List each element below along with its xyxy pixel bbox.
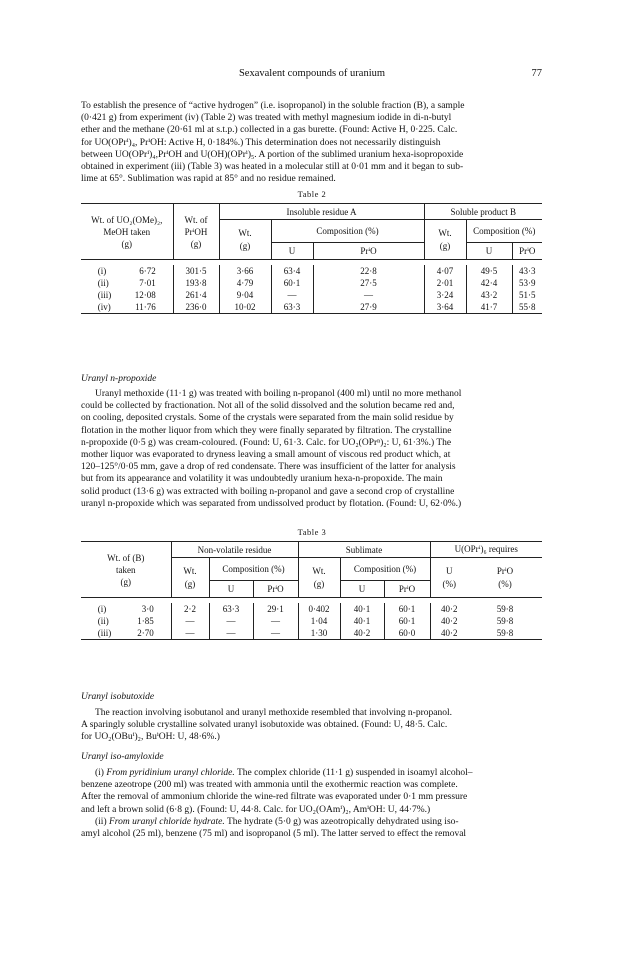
group-header-a: Non-volatile residue: [171, 542, 298, 558]
cell: 53·9: [512, 277, 542, 289]
cell: 1·04: [298, 615, 340, 627]
header-cell: [424, 220, 466, 260]
pro-header: PrⁱO: [313, 243, 424, 260]
pro-header: PrⁱO: [384, 581, 430, 598]
header-cell: [468, 558, 542, 598]
cell: 59·8: [496, 604, 514, 614]
cell: 55·8: [512, 301, 542, 314]
cell: 41·7: [466, 301, 512, 314]
cell: 40·2: [430, 603, 468, 615]
table-row: [81, 301, 542, 314]
text-line: obtained in experiment (iii) (Table 3) was heated in a molecular still at 0·01 mm and it began to sub-: [81, 162, 464, 173]
header-cell: [298, 558, 340, 598]
header-line: (g): [439, 240, 451, 251]
method-title: From uranyl chloride hydrate.: [108, 816, 225, 827]
table-row: [81, 265, 542, 277]
header-line: (g): [190, 238, 202, 249]
cell: 22·8: [313, 265, 424, 277]
text-line: A sparingly soluble crystalline solvated uranyl isobutoxide was obtained. (Found: U, 48·5. Calc.: [81, 720, 448, 731]
cell: 27·5: [313, 277, 424, 289]
header-line: (g): [120, 576, 131, 587]
cell: —: [171, 627, 209, 640]
cell: 40·1: [340, 615, 384, 627]
section-heading-propoxide: Uranyl n-propoxide: [81, 374, 157, 384]
composition-header: Composition (%): [466, 220, 542, 243]
cell: 43·3: [512, 265, 542, 277]
cell: 236·0: [173, 301, 219, 314]
paragraph-active-hydrogen: [81, 100, 542, 185]
page-number: 77: [531, 68, 542, 79]
cell: 51·5: [512, 289, 542, 301]
cell: —: [209, 627, 253, 640]
text-line: between UO(OPrⁱ)₄,PrⁱOH and U(OH)(OPrⁱ)₅. A portion of the sublimed uranium hexa-isopropoxide: [81, 149, 464, 160]
table-row: [81, 289, 542, 301]
method-title: From pyridinium uranyl chloride.: [106, 768, 235, 778]
cell: 59·8: [496, 628, 514, 638]
header-line: Wt. of: [184, 214, 208, 225]
cell: (iii) 2·70: [97, 628, 154, 638]
cell: 27·9: [313, 301, 424, 314]
cell: 4·07: [424, 265, 466, 277]
cell: —: [209, 615, 253, 627]
item-number: (i): [95, 768, 107, 778]
header-line: (g): [239, 240, 251, 251]
cell: 60·1: [384, 603, 430, 615]
cell: (iii) 12·08: [97, 290, 156, 300]
header-cell: [171, 558, 209, 598]
pro-header: PrⁱO: [512, 243, 542, 260]
section-heading-isobutoxide: Uranyl isobutoxide: [81, 692, 155, 702]
running-title: Sexavalent compounds of uranium: [238, 68, 386, 79]
cell: 63·3: [271, 301, 313, 314]
cell: 49·5: [466, 265, 512, 277]
cell: (i) 3·0: [97, 604, 154, 614]
cell: 3·24: [424, 289, 466, 301]
header-line: Wt.: [183, 565, 197, 576]
header-cell: [81, 204, 173, 260]
cell: 60·1: [384, 615, 430, 627]
header-line: (g): [313, 578, 325, 589]
text-line: but from its appearance and volatility it was undoubtedly uranium hexa-n-propoxide. The main: [81, 474, 443, 485]
header-cell: [173, 204, 219, 260]
text-line: lime at 65°. Sublimation was rapid at 85° and no residue remained.: [81, 174, 336, 185]
composition-header: Composition (%): [340, 558, 430, 581]
paragraph-isobutoxide: [81, 707, 542, 744]
cell: 9·04: [219, 289, 271, 301]
cell: 29·1: [253, 603, 298, 615]
table-3-caption: Table 3: [297, 527, 327, 537]
header-line: PrⁱOH: [184, 226, 208, 237]
pro-header: PrⁱO: [253, 581, 298, 598]
cell: 193·8: [173, 277, 219, 289]
text-line: for UO₂(OBuⁱ)₂, BuⁱOH: U, 48·6%.): [81, 732, 220, 743]
cell: 0·402: [298, 603, 340, 615]
table-2: [81, 203, 542, 314]
text-line: To establish the presence of “active hydrogen” (i.e. isopropanol) in the soluble fraction (B), a sample: [81, 101, 465, 111]
text-line: benzene azeotrope (200 ml) was treated with ammonia until the exothermic reaction was complete.: [81, 780, 458, 791]
group-header-b: Soluble product B: [424, 204, 542, 220]
cell: 10·02: [219, 301, 271, 314]
cell: (ii) 7·01: [97, 278, 156, 288]
u-header: U: [340, 581, 384, 598]
header-line: (%): [442, 578, 456, 589]
text-line: The reaction involving isobutanol and uranyl methoxide resembled that involving n-propanol.: [95, 708, 452, 718]
text-line: 120–125°/0·05 mm, gave a drop of red condensate. There was insufficient of the latter for analysis: [81, 462, 456, 473]
text-line: After the removal of ammonium chloride the wine-red filtrate was evaporated under 0·1 mm pressure: [81, 792, 468, 803]
u-header: U: [271, 243, 313, 260]
text-line: (0·421 g) from experiment (iv) (Table 2) was treated with methyl magnesium iodide in di-n-butyl: [81, 113, 452, 124]
header-cell: [81, 542, 171, 598]
header-line: taken: [116, 564, 136, 575]
cell: 63·3: [209, 603, 253, 615]
paragraph-isoamyloxide: [81, 767, 542, 840]
header-cell: [430, 558, 468, 598]
group-header-b: Sublimate: [298, 542, 430, 558]
cell: 43·2: [466, 289, 512, 301]
table-row: [81, 615, 542, 627]
cell: 4·79: [219, 277, 271, 289]
table-row: [81, 277, 542, 289]
cell: —: [313, 289, 424, 301]
text-line: and left a brown solid (6·8 g). (Found: U, 44·8. Calc. for UO₂(OAmⁱ)₂, AmⁱOH: U, 44·7%.): [81, 804, 431, 815]
cell: —: [171, 615, 209, 627]
cell: 60·0: [384, 627, 430, 640]
table-row: [81, 627, 542, 640]
group-header-a: Insoluble residue A: [219, 204, 424, 220]
cell: —: [253, 627, 298, 640]
text-run: The complex chloride (11·1 g) suspended in isoamyl alcohol–: [234, 768, 473, 778]
section-heading-isoamyloxide: Uranyl iso-amyloxide: [81, 752, 164, 762]
header-line: Wt. of (B): [107, 552, 145, 563]
table-row: [81, 603, 542, 615]
cell: 261·4: [173, 289, 219, 301]
cell: 40·2: [340, 627, 384, 640]
cell: 63·4: [271, 265, 313, 277]
text-line: ether and the methane (20·61 ml at s.t.p.) collected in a gas burette. (Found: Active H, 0·225. Calc.: [81, 125, 458, 136]
cell: 40·2: [430, 627, 468, 640]
header-line: MeOH taken: [103, 226, 151, 237]
cell: (i) 6·72: [97, 266, 156, 276]
text-line: could be collected by fractionation. Not all of the solid dissolved and the solution became red and,: [81, 401, 455, 412]
header-line: (g): [121, 238, 132, 249]
group-header-c: U(OPrⁱ)₆ requires: [430, 542, 542, 558]
cell: (iv) 11·76: [97, 302, 156, 312]
text-line: flotation in the mother liquor from which they were finally separated by filtration. The crystalline: [81, 425, 452, 436]
header-cell: [219, 220, 271, 260]
cell: 42·4: [466, 277, 512, 289]
text-line: [81, 767, 542, 779]
text-line: on cooling, deposited crystals. Some of the crystals were separated from the main solid residue by: [81, 413, 454, 424]
text-line: solid product (13·6 g) was extracted with boiling n-propanol and gave a second crop of crystalline: [81, 486, 455, 497]
text-line: uranyl n-propoxide which was separated from undissolved product by flotation. (Found: U, 62·0%.): [81, 498, 462, 509]
cell: 59·8: [496, 616, 514, 626]
header-line: U: [446, 565, 453, 576]
cell: 40·2: [430, 615, 468, 627]
header-line: Wt.: [438, 227, 452, 238]
header-line: Wt.: [312, 565, 326, 576]
text-line: [81, 816, 542, 828]
text-line: amyl alcohol (25 ml), benzene (75 ml) and isopropanol (5 ml). The latter served to effect the removal: [81, 829, 467, 840]
text-line: n-propoxide (0·5 g) was cream-coloured. (Found: U, 61·3. Calc. for UO₂(OPrⁿ)₂: U, 61·3%.) The: [81, 437, 452, 448]
table-3: [81, 541, 542, 640]
cell: (ii) 1·85: [97, 616, 154, 626]
text-line: mother liquor was evaporated to dryness leaving a small amount of viscous red product which, at: [81, 450, 451, 461]
cell: 301·5: [173, 265, 219, 277]
cell: 1·30: [298, 627, 340, 640]
header-line: PrⁱO: [496, 565, 514, 576]
cell: —: [271, 289, 313, 301]
table-2-caption: Table 2: [297, 189, 327, 199]
text-run: The hydrate (5·0 g) was azeotropically dehydrated using iso-: [224, 816, 459, 827]
composition-header: Composition (%): [209, 558, 298, 581]
cell: —: [253, 615, 298, 627]
cell: 3·64: [424, 301, 466, 314]
header-line: Wt.: [238, 227, 252, 238]
text-line: Uranyl methoxide (11·1 g) was treated with boiling n-propanol (400 ml) until no more methanol: [95, 389, 462, 399]
paragraph-propoxide: [81, 388, 542, 510]
cell: 60·1: [271, 277, 313, 289]
header-line: (%): [498, 578, 512, 589]
cell: 2·01: [424, 277, 466, 289]
u-header: U: [466, 243, 512, 260]
header-line: (g): [184, 578, 196, 589]
composition-header: Composition (%): [271, 220, 424, 243]
item-number: (ii): [95, 816, 109, 827]
cell: 2·2: [171, 603, 209, 615]
header-line: Wt. of UO₂(OMe)₂,: [91, 214, 163, 225]
cell: 40·1: [340, 603, 384, 615]
cell: 3·66: [219, 265, 271, 277]
text-line: for UO(OPrⁱ)₄, PrⁱOH: Active H, 0·184%.) This determination does not necessarily distinguish: [81, 137, 441, 148]
u-header: U: [209, 581, 253, 598]
